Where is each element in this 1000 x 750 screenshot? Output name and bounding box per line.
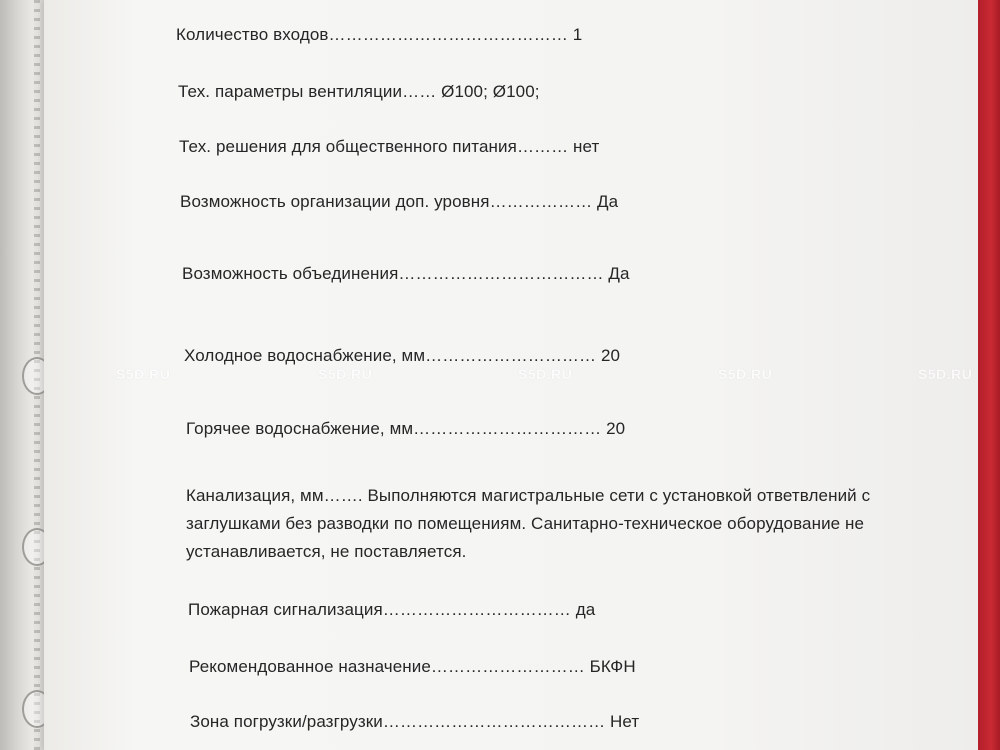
red-folder-edge [978, 0, 1000, 750]
sewerage-line: Канализация, мм……. Выполняются магистральные сети с установкой ответвлений с заглушками без разводки по помещениям. Санитарно-техническое оборудование не устанавливается, не поставляется. [186, 486, 871, 561]
fire-alarm-line: Пожарная сигнализация…………………………… да [188, 600, 596, 619]
merging-possibility-line: Возможность объединения……………………………… Да [182, 264, 630, 283]
watermark: S5D.RU [918, 366, 973, 382]
watermark: S5D.RU [318, 366, 373, 382]
catering-solutions-line: Тех. решения для общественного питания……… нет [179, 137, 600, 156]
watermark: S5D.RU [116, 366, 171, 382]
ventilation-params-line: Тех. параметры вентиляции…… Ø100; Ø100; [178, 82, 540, 101]
extra-level-line: Возможность организации доп. уровня……………… Да [180, 192, 619, 211]
recommended-purpose-line: Рекомендованное назначение……………………… БКФН [189, 657, 636, 676]
hot-water-line: Горячее водоснабжение, мм…………………………… 20 [186, 419, 626, 438]
watermark: S5D.RU [518, 366, 573, 382]
paper-sheet [44, 0, 978, 750]
entrances-count-line: Количество входов…………………………………… 1 [176, 25, 583, 44]
loading-zone-line: Зона погрузки/разгрузки………………………………… Нет [190, 712, 640, 731]
cold-water-line: Холодное водоснабжение, мм………………………… 20 [184, 346, 621, 365]
watermark: S5D.RU [718, 366, 773, 382]
